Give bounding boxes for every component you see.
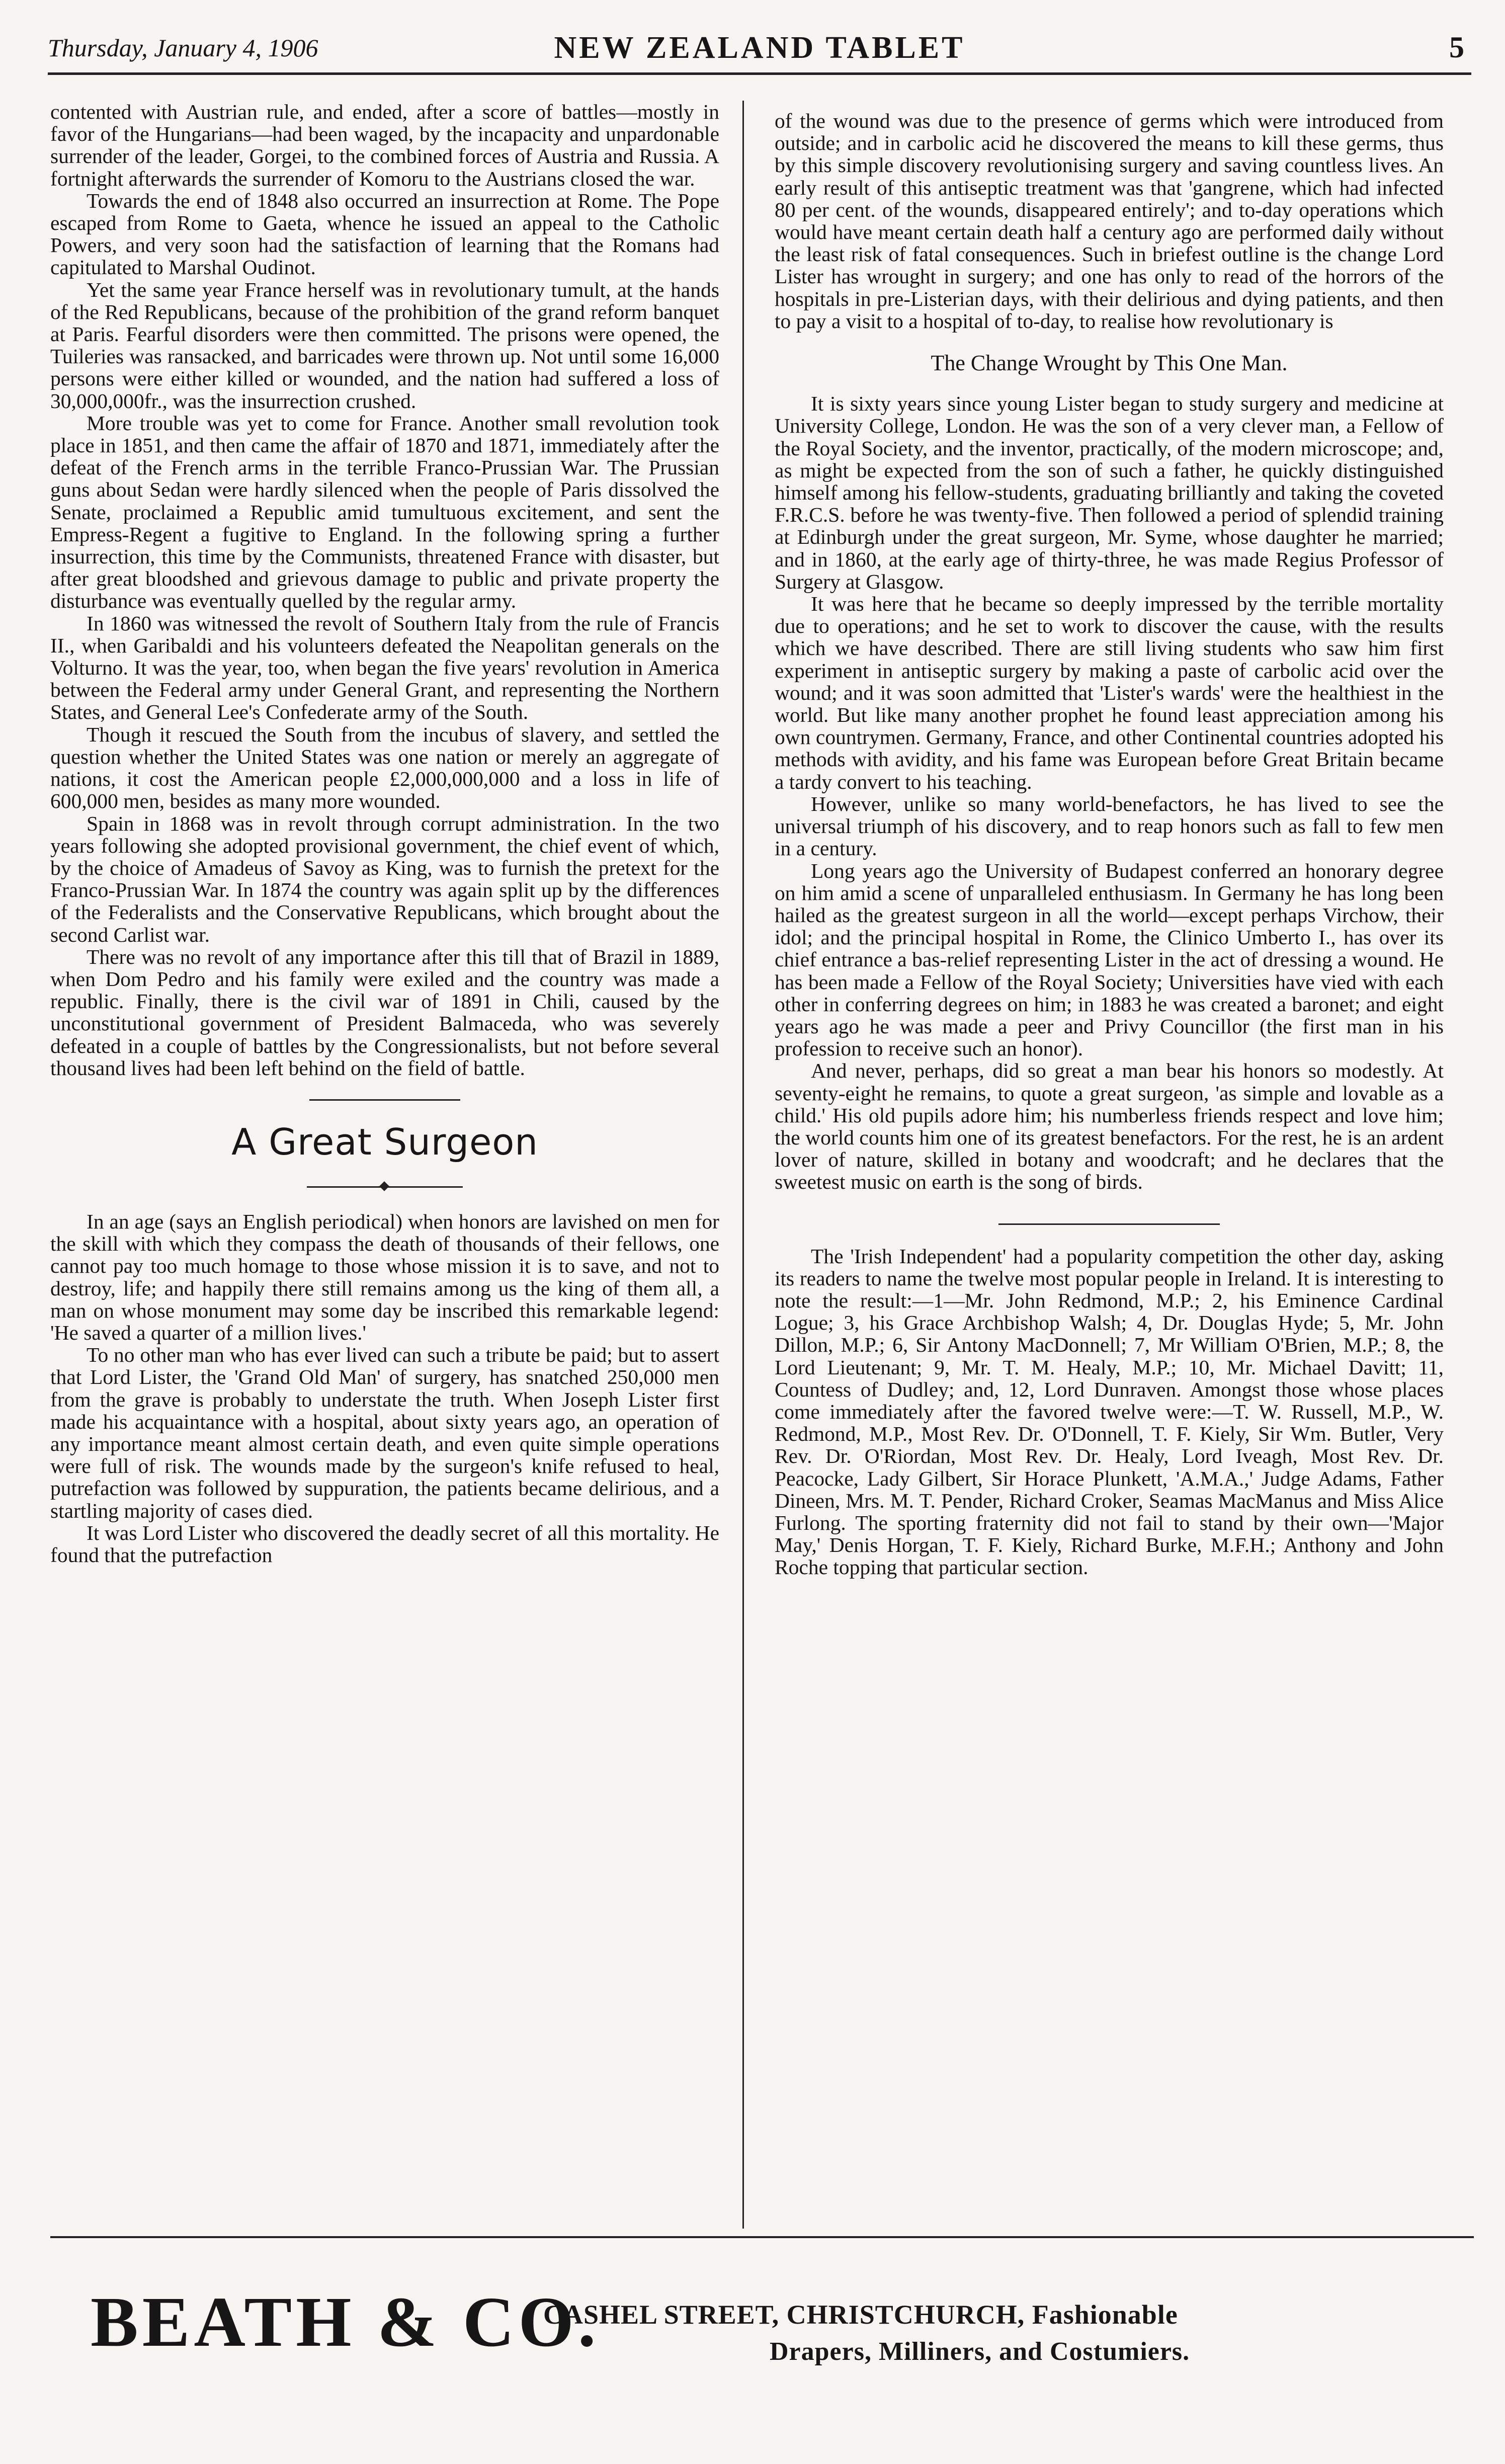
- section-divider: [998, 1223, 1220, 1225]
- advertisement: [91, 2279, 1449, 2410]
- left-column: [50, 101, 719, 1566]
- paragraph: In 1860 was witnessed the revolt of Southern Italy from the rule of Francis II., when Garibaldi and his volunteers defeated the Neapolitan generals on the Volturno. It was the year, too, when began the five years' revolution in America between the Federal army under General Grant, and representing the Northern States, and General Lee's Confederate army of the South.: [50, 611, 719, 724]
- article-title: A Great Surgeon: [231, 1120, 538, 1163]
- paragraph: It is sixty years since young Lister began to study surgery and medicine at University College, London. He was the son of a very clever man, a Fellow of the Royal Society, and the inventor, practically, of the modern microscope; and, as might be expected from the son of such a father, he quickly distinguished himself among his fellow-students, graduating brilliantly and taking the coveted F.R.C.S. before he was twenty-five. Then followed a period of splendid training at Edinburgh under the great surgeon, Mr. Syme, whose daughter he married; and in 1860, at the early age of thirty-three, he was made Regius Professor of Surgery at Glasgow.: [775, 392, 1444, 593]
- paragraph: To no other man who has ever lived can such a tribute be paid; but to assert that Lord Lister, the 'Grand Old Man' of surgery, has snatched 250,000 men from the grave is probably to understate the truth. When Joseph Lister first made his acquaintance with a hospital, about sixty years ago, an operation of any importance meant almost certain death, and even quite simple operations were full of risk. The wounds made by the surgeon's knife refused to heal, putrefaction was followed by suppuration, the patients became delirious, and a startling majority of cases died.: [50, 1343, 719, 1522]
- paragraph: contented with Austrian rule, and ended, after a score of battles—mostly in favor of the Hungarians—had been waged, by the incapacity and unpardonable surrender of the leader, Gorgei, to the combined forces of Austria and Russia. A fortnight afterwards the surrender of Komoru to the Austrians closed the war.: [50, 100, 719, 190]
- paragraph: Towards the end of 1848 also occurred an insurrection at Rome. The Pope escaped from Rome to Gaeta, whence he issued an appeal to the Catholic Powers, and very soon had the satisfaction of learning that the Romans had capitulated to Marshal Oudinot.: [50, 189, 719, 279]
- paragraph: However, unlike so many world-benefactors, he has lived to see the universal triumph of his discovery, and to reap honors such as fall to few men in a century.: [775, 792, 1444, 860]
- paragraph: It was here that he became so deeply impressed by the terrible mortality due to operations; and he set to work to discover the cause, with the results which we have described. There are still living students who saw him first experiment in antiseptic surgery by making a paste of carbolic acid over the wound; and it was soon admitted that 'Lister's wards' were the healthiest in the world. But like many another prophet he found least appreciation among his own countrymen. Germany, France, and other Continental countries adopted his methods with avidity, and his fame was European before Great Britain became a tardy convert to his teaching.: [775, 592, 1444, 793]
- masthead-title: NEW ZEALAND TABLET: [554, 31, 965, 65]
- paragraph: Yet the same year France herself was in revolutionary tumult, at the hands of the Red Republicans, because of the prohibition of the grand reform banquet at Paris. Fearful disorders were then committed. The prisons were opened, the Tuileries was ransacked, and barricades were thrown up. Not until some 16,000 persons were either killed or wounded, and the nation had suffered a loss of 30,000,000fr., was the insurrection crushed.: [50, 278, 719, 413]
- subheading: The Change Wrought by This One Man.: [931, 351, 1288, 376]
- paragraph: The 'Irish Independent' had a popularity competition the other day, asking its readers to name the twelve most popular people in Ireland. It is interesting to note the result:—1—Mr. John Redmond, M.P.; 2, his Eminence Cardinal Logue; 3, his Grace Archbishop Walsh; 4, Dr. Douglas Hyde; 5, Mr. John Dillon, M.P.; 6, Sir Antony MacDonnell; 7, Mr William O'Brien, M.P.; 8, the Lord Lieutenant; 9, Mr. T. M. Healy, M.P.; 10, Mr. Michael Davitt; 11, Countess of Dudley; and, 12, Lord Dunraven. Amongst those whose places come immediately after the favored twelve were:—T. W. Russell, M.P., W. Redmond, M.P., Most Rev. Dr. O'Donnell, T. F. Kiely, Sir Wm. Butler, Very Rev. Dr. O'Riordan, Most Rev. Dr. Healy, Lord Iveagh, Most Rev. Dr. Peacocke, Lady Gilbert, Sir Horace Plunkett, 'A.M.A.,' Judge Adams, Father Dineen, Mrs. M. T. Pender, Richard Croker, Seamas MacManus and Miss Alice Furlong. The sporting fraternity did not fail to stand by their own—'Major May,' Denis Horgan, T. F. Kiely, Richard Burke, M.F.H.; Anthony and John Roche topping that particular section.: [775, 1244, 1444, 1579]
- advertiser-name: BEATH & CO.: [91, 2282, 600, 2361]
- paragraph: It was Lord Lister who discovered the deadly secret of all this mortality. He found that the putrefaction: [50, 1521, 719, 1567]
- section-divider: [309, 1099, 460, 1101]
- page-number: 5: [1449, 31, 1464, 64]
- issue-date: Thursday, January 4, 1906: [48, 34, 318, 62]
- page-header: [48, 26, 1471, 75]
- right-column: [775, 110, 1444, 1579]
- paragraph: There was no revolt of any importance after this till that of Brazil in 1889, when Dom Pedro and his family were exiled and the country was made a republic. Finally, there is the civil war of 1891 in Chili, caused by the unconstitutional government of President Balmaceda, who was severely defeated in a couple of battles by the Congressionalists, but not before several thousand lives had been left behind on the field of battle.: [50, 945, 719, 1080]
- paragraph: In an age (says an English periodical) when honors are lavished on men for the skill with which they compass the death of thousands of their fellows, one cannot pay too much homage to those whose mission it is to save, and not to destroy, life; and happily there still remains among us the king of them all, a man on whose monument may some day be inscribed this remarkable legend: 'He saved a quarter of a million lives.': [50, 1209, 719, 1344]
- paragraph: Though it rescued the South from the incubus of slavery, and settled the question whether the United States was one nation or merely an aggregate of nations, it cost the American people £2,000,000,000 and a loss in life of 600,000 men, besides as many more wounded.: [50, 722, 719, 813]
- footer-rule: [50, 2236, 1474, 2238]
- paragraph: More trouble was yet to come for France. Another small revolution took place in 1851, and then came the affair of 1870 and 1871, immediately after the defeat of the French arms in the terrible Franco-Prussian War. The Prussian guns about Sedan were hardly silenced when the people of Paris dissolved the Senate, proclaimed a Republic amid tumultuous excitement, and sent the Empress-Regent a fugitive to England. In the following spring a further insurrection, this time by the Communists, threatened France with disaster, but after great bloodshed and grievous damage to public and private property the disturbance was eventually quelled by the regular army.: [50, 411, 719, 613]
- paragraph: Long years ago the University of Budapest conferred an honorary degree on him amid a scene of unparalleled enthusiasm. In Germany he has long been hailed as the greatest surgeon in all the world—except perhaps Virchow, their idol; and the principal hospital in Rome, the Clinico Umberto I., has over its chief entrance a bas-relief representing Lister in the act of dressing a wound. He has been made a Fellow of the Royal Society; Universities have vied with each other in conferring degrees on him; in 1883 he was created a baronet; and eight years ago he was made a peer and Privy Councillor (the first man in his profession to receive such an honor).: [775, 859, 1444, 1060]
- title-ornament: [307, 1182, 463, 1191]
- advertiser-address: CASHEL STREET, CHRISTCHURCH, Fashionable: [543, 2299, 1178, 2330]
- column-rule: [742, 101, 744, 2229]
- paragraph: Spain in 1868 was in revolt through corrupt administration. In the two years following she adopted provisional government, the chief event of which, by the choice of Amadeus of Savoy as King, was to furnish the pretext for the Franco-Prussian War. In 1874 the country was again split up by the differences of the Federalists and the Conservative Republicans, which brought about the second Carlist war.: [50, 811, 719, 946]
- paragraph: of the wound was due to the presence of germs which were introduced from outside; and in carbolic acid he discovered the means to kill these germs, thus by this simple discovery revolutionising surgery and saving countless lives. An early result of this antiseptic treatment was that 'gangrene, which had infected 80 per cent. of the wounds, disappeared entirely'; and to-day operations which would have meant certain death half a century ago are performed daily without the least risk of fatal consequences. Such in briefest outline is the change Lord Lister has wrought in surgery; and one has only to read of the horrors of the hospitals in pre-Listerian days, with their delirious and dying patients, and then to pay a visit to a hospital of to-day, to realise how revolutionary is: [775, 109, 1444, 333]
- paragraph: And never, perhaps, did so great a man bear his honors so modestly. At seventy-eight he remains, to quote a great surgeon, 'as simple and lovable as a child.' His old pupils adore him; his numberless friends respect and love him; the world counts him one of its greatest benefactors. For the rest, he is an ardent lover of nature, skilled in botany and woodcraft; and he declares that the sweetest music on earth is the song of birds.: [775, 1059, 1444, 1194]
- advertiser-trade: Drapers, Milliners, and Costumiers.: [770, 2337, 1190, 2366]
